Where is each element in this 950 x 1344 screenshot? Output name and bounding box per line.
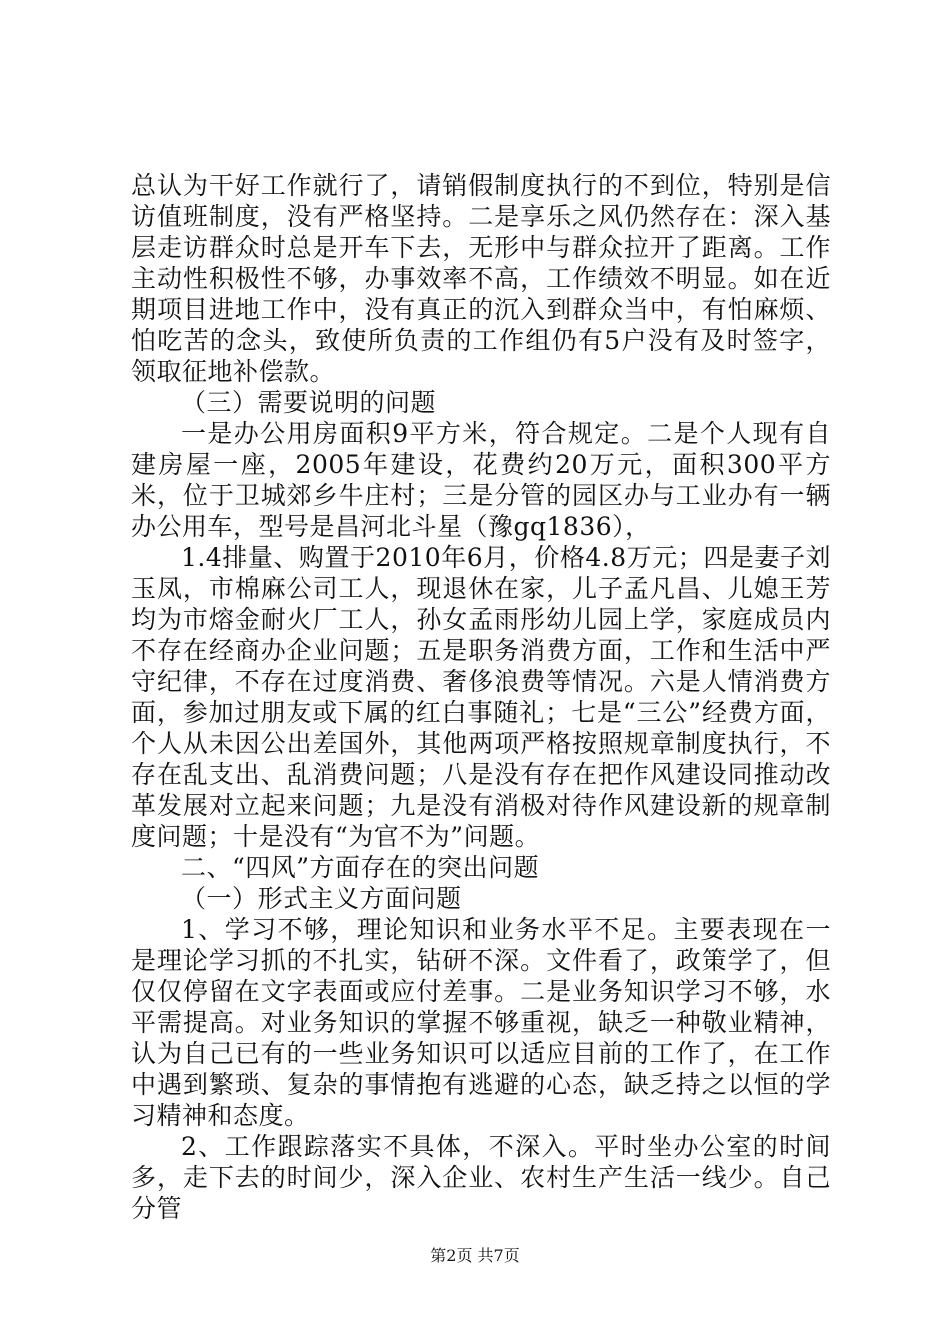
paragraph-continuation: 总认为干好工作就行了，请销假制度执行的不到位，特别是信访值班制度，没有严格坚持。二是享乐之风仍然存在：深入基层走访群众时总是开车下去，无形中与群众拉开了距离。工作主动性积极性不够，办事效率不高，工作绩效不明显。如在近期项目进地工作中，没有真正的沉入到群众当中，有怕麻烦、怕吃苦的念头，致使所负责的工作组仍有5户没有及时签字，领取征地补偿款。 [131, 171, 831, 386]
paragraph-study: 1、学习不够，理论知识和业务水平不足。主要表现在一是理论学习抓的不扎实，钻研不深。文件看了，政策学了，但仅仅停留在文字表面或应付差事。二是业务知识学习不够，水平需提高。对业务知识的掌握不够重视，缺乏一种敬业精神，认为自己已有的一些业务知识可以适应目前的工作了，在工作中遇到繁琐、复杂的事情抱有逃避的心态，缺乏持之以恒的学习精神和态度。 [131, 915, 831, 1130]
section-heading-3: （三）需要说明的问题 [181, 388, 437, 417]
paragraph-work-followup: 2、工作跟踪落实不具体，不深入。平时坐办公室的时间多，走下去的时间少，深入企业、农村生产生活一线少。自己分管 [131, 1132, 831, 1223]
paragraph-explanations: 一是办公用房面积9平方米，符合规定。二是个人现有自建房屋一座，2005年建设，花费约20万元，面积300平方米，位于卫城郊乡牛庄村；三是分管的园区办与工业办有一辆办公用车，型号是昌河北斗星（豫gq1836）， [131, 419, 831, 541]
page-footer: 第2页 共7页 [430, 1246, 520, 1265]
section-heading-2: 二、“四风”方面存在的突出问题 [181, 853, 540, 882]
document-body [131, 170, 831, 1224]
subsection-heading-1: （一）形式主义方面问题 [181, 884, 462, 913]
paragraph-vehicle-family: 1.4排量、购置于2010年6月，价格4.8万元；四是妻子刘玉凤，市棉麻公司工人，现退休在家，儿子孟凡昌、儿媳王芳均为市熔金耐火厂工人，孙女孟雨彤幼儿园上学，家庭成员内不存在经商办企业问题；五是职务消费方面，工作和生活中严守纪律，不存在过度消费、奢侈浪费等情况。六是人情消费方面，参加过朋友或下属的红白事随礼；七是“三公”经费方面，个人从未因公出差国外，其他两项严格按照规章制度执行，不存在乱支出、乱消费问题；八是没有存在把作风建设同推动改革发展对立起来问题；九是没有消极对待作风建设新的规章制度问题；十是没有“为官不为”问题。 [131, 543, 831, 851]
